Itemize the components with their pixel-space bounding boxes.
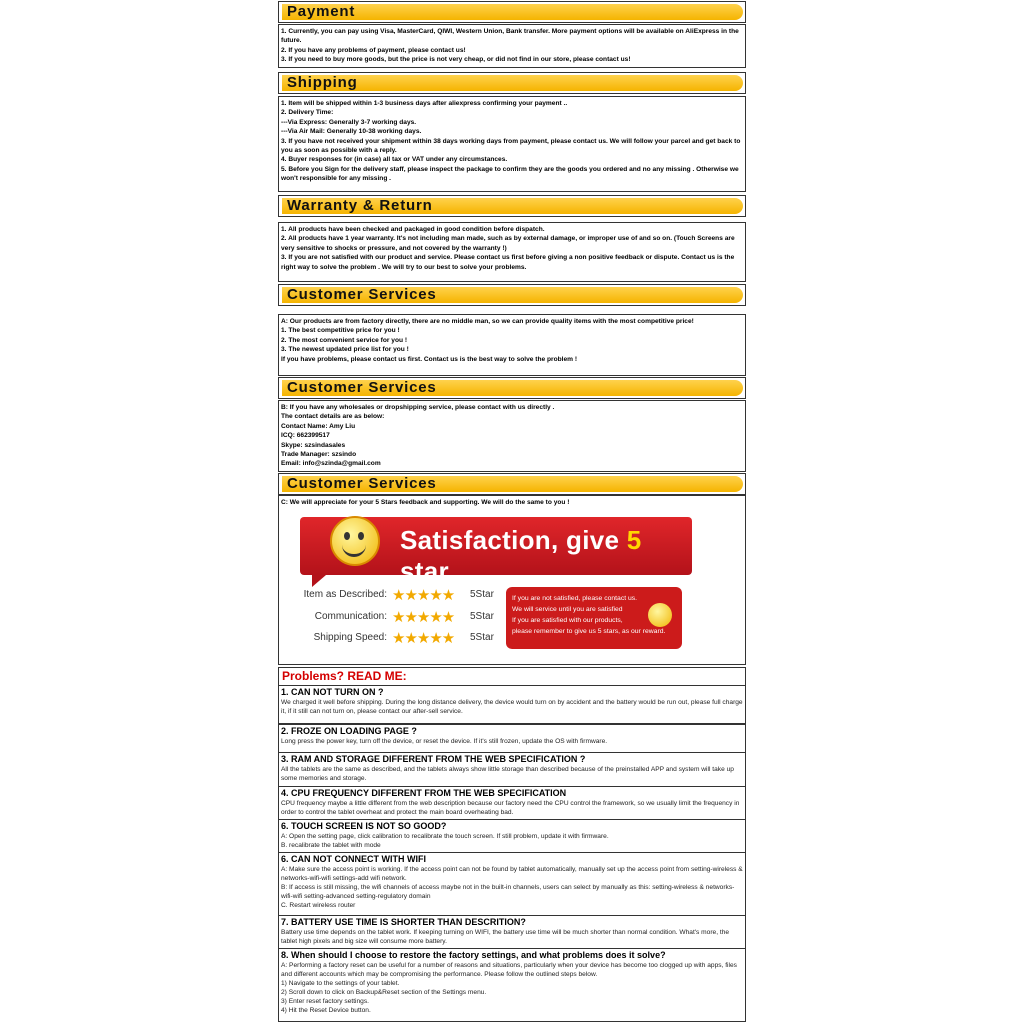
satisfaction-note: If you are not satisfied, please contact us. We will service until you are satisfied If you are satisfied with our products, please remember to give us 5 stars, as our reward. bbox=[506, 587, 682, 649]
problem-item: 4. CPU FREQUENCY DIFFERENT FROM THE WEB SPECIFICATION CPU frequency maybe a little different from the web description because our factory need the CPU control the framework, so we usually limit the frequency in order to control the tablet overheat and protect the main board overheating bad. bbox=[278, 786, 746, 820]
shipping-header bbox=[278, 72, 746, 94]
star-rating-icon: ★★★★★ bbox=[392, 609, 455, 626]
payment-section bbox=[278, 24, 746, 68]
problem-item: 6. TOUCH SCREEN IS NOT SO GOOD? A: Open the setting page, click calibration to recalibrate the touch screen. If still problem, update it with firmware. B. recalibrate the tablet with mode bbox=[278, 819, 746, 853]
shipping-title: Shipping bbox=[287, 74, 358, 91]
customer-c-header bbox=[278, 473, 746, 495]
customer-a-header bbox=[278, 284, 746, 306]
ratings-list bbox=[300, 584, 510, 654]
customer-a-title: Customer Services bbox=[287, 286, 437, 303]
customer-a-text: A: Our products are from factory directly, there are no middle man, so we can provide quality items with the most competitive price! 1. The best competitive price for you ! 2. The most convenient service for you ! 3. The newest updated price list for you ! If you have problems, please contact us first. Contact us is the best way to solve the problem ! bbox=[281, 318, 694, 363]
payment-text: 1. Currently, you can pay using Visa, MasterCard, QIWI, Western Union, Bank transfer. More payment options will be available on AliExpress in the future. 2. If you have any problems of payment, please contact us! 3. If you need to buy more goods, but the price is not very cheap, or did not find in our store, please contact us! bbox=[281, 28, 739, 64]
rating-row: Shipping Speed: ★★★★★ 5Star bbox=[313, 630, 494, 647]
warranty-section bbox=[278, 222, 746, 282]
rating-row: Communication: ★★★★★ 5Star bbox=[314, 609, 494, 626]
thumbs-up-smiley-icon bbox=[330, 516, 380, 566]
smiley-icon bbox=[648, 603, 672, 627]
customer-b-text: B: If you have any wholesales or dropshipping service, please contact with us directly . The contact details are as below: Contact Name: Amy Liu ICQ: 662399517 Skype: szsindasales Trade Manager: szsindo Email: info@szinda@gmail.com bbox=[281, 404, 555, 468]
problems-title: Problems? READ ME: bbox=[282, 669, 407, 683]
customer-b-title: Customer Services bbox=[287, 379, 437, 396]
warranty-title: Warranty & Return bbox=[287, 197, 433, 214]
customer-b-header bbox=[278, 377, 746, 399]
problem-item: 1. CAN NOT TURN ON ? We charged it well before shipping. During the long distance delivery, the device would turn on by accident and the battery would be run out, please full charge it, if it still can not turn on, please contact our after-sell service. bbox=[278, 685, 746, 724]
problem-item: 6. CAN NOT CONNECT WITH WIFI A: Make sure the access point is working. If the access point can not be found by tablet automatically, manually set up the access point from setting-wireless & networks-wifi-wifi settings-add wifi network. B: If access is still missing, the wifi channels of access maybe not in the built-in channels, users can select by manually as this: setting-wireless & networks-wifi-wifi setting-advanced setting-regulatory domain C. Restart wireless router bbox=[278, 852, 746, 916]
problem-item: 7. BATTERY USE TIME IS SHORTER THAN DESCRITION? Battery use time depends on the tablet work. If keeping turning on WIFI, the battery use time will be much shorter than normal condition. What's more, the tablet high pixels and big size will consume more battery. bbox=[278, 915, 746, 949]
rating-row: Item as Described: ★★★★★ 5Star bbox=[303, 587, 494, 604]
payment-title: Payment bbox=[287, 3, 356, 20]
banner-text: Satisfaction, give 5 star bbox=[400, 525, 642, 586]
warranty-text: 1. All products have been checked and packaged in good condition before dispatch. 2. All products have 1 year warranty. It's not including man made, such as by external damage, or improper use of and so on. (Touch Screens are very sensitive to shocks or pressure, and not covered by the warranty !) 3. If you are not satisfied with our product and service. Please contact us first before giving a non positive feedback or dispute. Contact us is the right way to solve the problem . We will try to our best to solve your problems. bbox=[281, 226, 735, 271]
customer-c-title: Customer Services bbox=[287, 475, 437, 492]
problem-item: 8. When should I choose to restore the factory settings, and what problems does it solve? A: Performing a factory reset can be useful for a number of reasons and situations, particularly when your device has become too clogged up with apps, files and different accounts which may be compromising the performance. Please follow the outlined steps below. 1) Navigate to the settings of your tablet. 2) Scroll down to click on Backup&Reset section of the Settings menu. 3) Enter reset factory settings. 4) Hit the Reset Device button. bbox=[278, 948, 746, 1022]
problem-item: 3. RAM AND STORAGE DIFFERENT FROM THE WEB SPECIFICATION ? All the tablets are the same as described, and the tablets always show little storage than described because of the preinstalled APP and system will take up some memories and storage. bbox=[278, 752, 746, 787]
problems-header bbox=[278, 667, 746, 687]
customer-b-section bbox=[278, 400, 746, 472]
star-rating-icon: ★★★★★ bbox=[392, 630, 455, 647]
warranty-header bbox=[278, 195, 746, 217]
shipping-text: 1. Item will be shipped within 1-3 business days after aliexpress confirming your payment .. 2. Delivery Time: ---Via Express: Generally 3-7 working days. ---Via Air Mail: Generally 10-38 working days. 3. If you have not received your shipment within 38 days working days from payment, please contact us. We will follow your parcel and get back to you as soon as possible with a reply. 4. Buyer responses for (in case) all tax or VAT under any circumstances. 5. Before you Sign for the delivery staff, please inspect the package to confirm they are the goods you ordered and no any missing . Otherwise we won't responsible for any missing . bbox=[281, 100, 741, 183]
payment-header bbox=[278, 1, 746, 23]
shipping-section bbox=[278, 96, 746, 192]
star-rating-icon: ★★★★★ bbox=[392, 587, 455, 604]
customer-a-section bbox=[278, 314, 746, 376]
customer-c-text: C: We will appreciate for your 5 Stars feedback and supporting. We will do the same to you ! bbox=[281, 499, 570, 506]
problem-item: 2. FROZE ON LOADING PAGE ? Long press the power key, turn off the device, or reset the device. If it's still frozen, update the OS with firmware. bbox=[278, 724, 746, 753]
